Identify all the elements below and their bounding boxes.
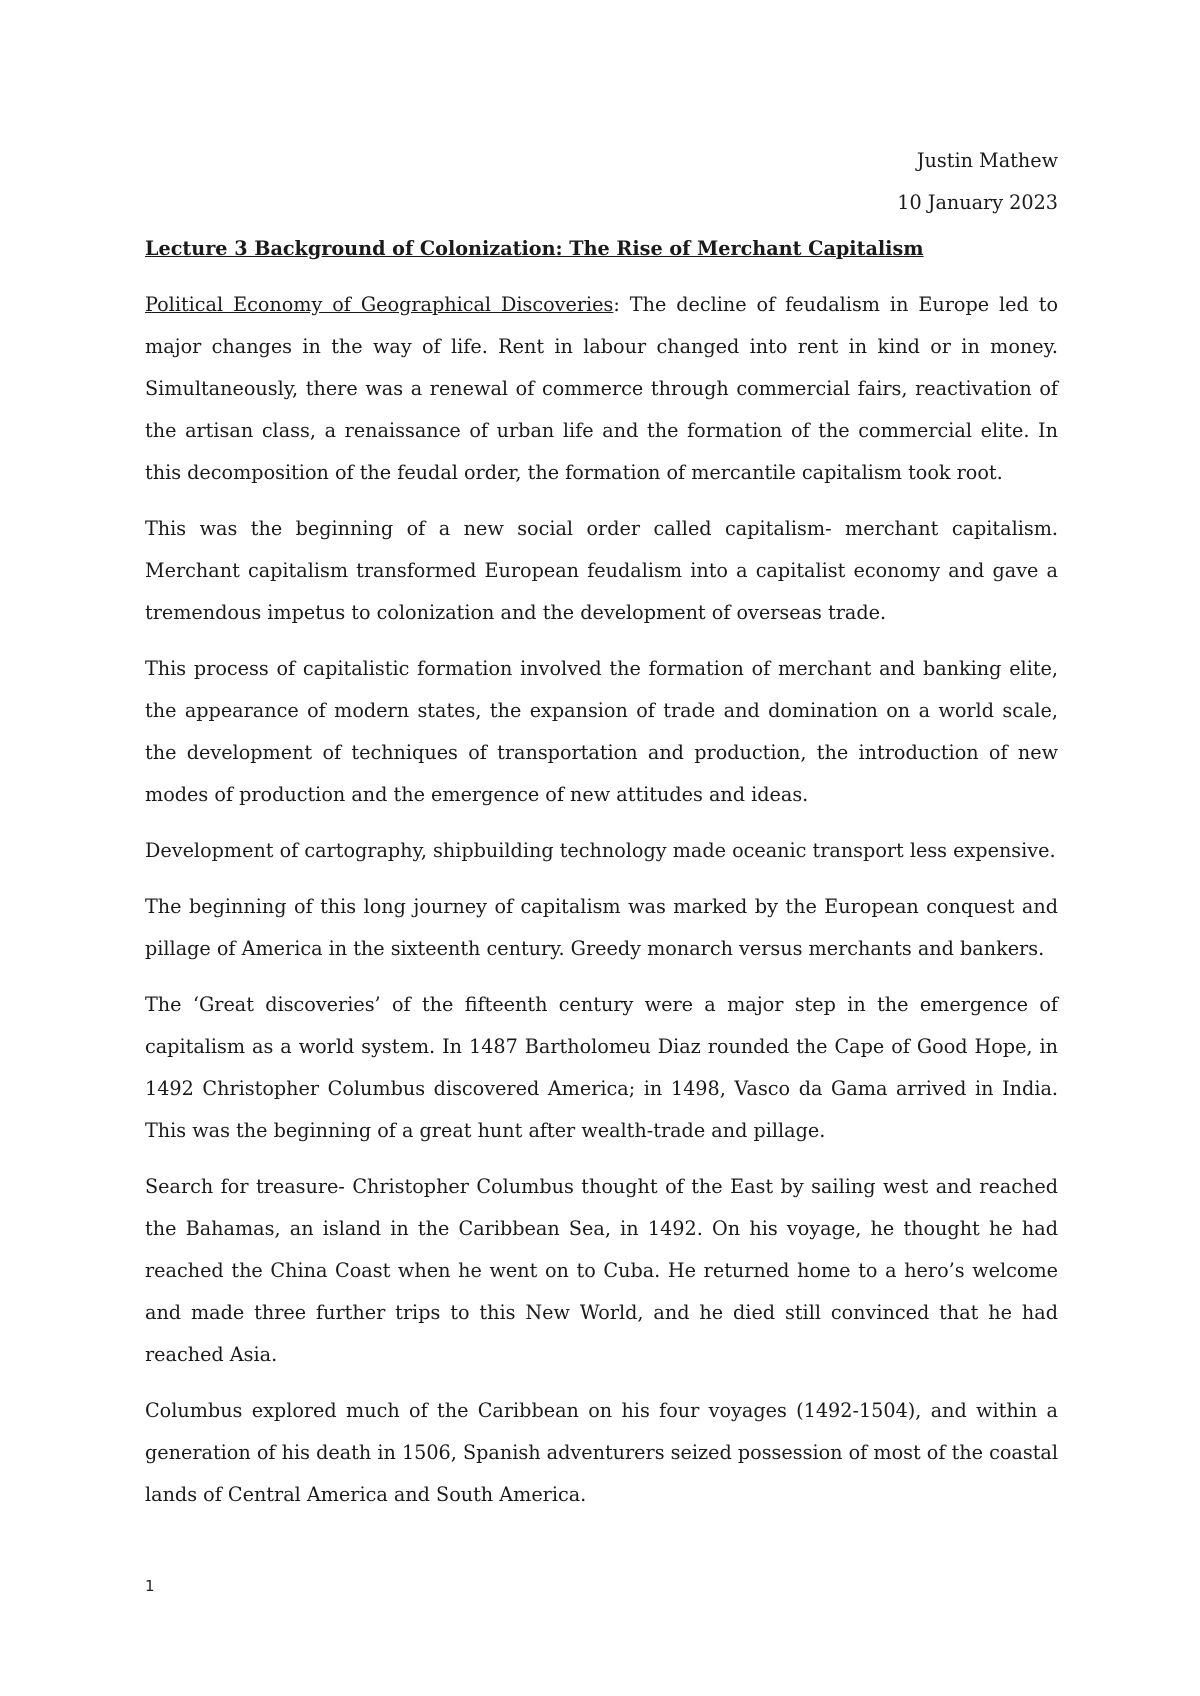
lecture-title: Lecture 3 Background of Colonization: The Rise of Merchant Capitalism	[145, 237, 924, 260]
paragraph-8: Columbus explored much of the Caribbean on his four voyages (1492-1504), and within a generation of his death in 1506, Spanish adventurers seized possession of most of the coastal lands of Central America and South America.	[145, 1399, 1058, 1506]
paragraph-3: This process of capitalistic formation involved the formation of merchant and banking elite, the appearance of modern states, the expansion of trade and domination on a world scale, the development of techniques of transportation and production, the introduction of new modes of production and the emergence of new attitudes and ideas.	[145, 657, 1058, 806]
paragraph-6: The ‘Great discoveries’ of the fifteenth century were a major step in the emergence of capitalism as a world system. In 1487 Bartholomeu Diaz rounded the Cape of Good Hope, in 1492 Christopher Columbus discovered America; in 1498, Vasco da Gama arrived in India. This was the beginning of a great hunt after wealth-trade and pillage.	[145, 993, 1058, 1142]
paragraph-2: This was the beginning of a new social order called capitalism- merchant capitalism. Merchant capitalism transformed European feudalism into a capitalist economy and gave a tremendous impetus to colonization and the development of overseas trade.	[145, 517, 1058, 624]
paragraph-4: Development of cartography, shipbuilding technology made oceanic transport less expensive.	[145, 839, 1056, 862]
document-date: 10 January 2023	[897, 191, 1058, 214]
author-name: Justin Mathew	[916, 149, 1058, 172]
author-block	[145, 140, 1058, 224]
page-number: 1	[145, 1577, 155, 1595]
paragraph-7: Search for treasure- Christopher Columbus thought of the East by sailing west and reached the Bahamas, an island in the Caribbean Sea, in 1492. On his voyage, he thought he had reached the China Coast when he went on to Cuba. He returned home to a hero’s welcome and made three further trips to this New World, and he died still convinced that he had reached Asia.	[145, 1175, 1058, 1366]
paragraph-1	[145, 284, 1058, 494]
paragraph-1-text: : The decline of feudalism in Europe led to major changes in the way of life. Rent in labour changed into rent in kind or in money. Simultaneously, there was a renewal of commerce through commercial fairs, reactivation of the artisan class, a renaissance of urban life and the formation of the commercial elite. In this decomposition of the feudal order, the formation of mercantile capitalism took root.	[145, 293, 1058, 484]
paragraph-1-lead: Political Economy of Geographical Discoveries	[145, 293, 614, 316]
paragraph-5: The beginning of this long journey of capitalism was marked by the European conquest and pillage of America in the sixteenth century. Greedy monarch versus merchants and bankers.	[145, 895, 1058, 960]
document-body	[145, 140, 1058, 1530]
